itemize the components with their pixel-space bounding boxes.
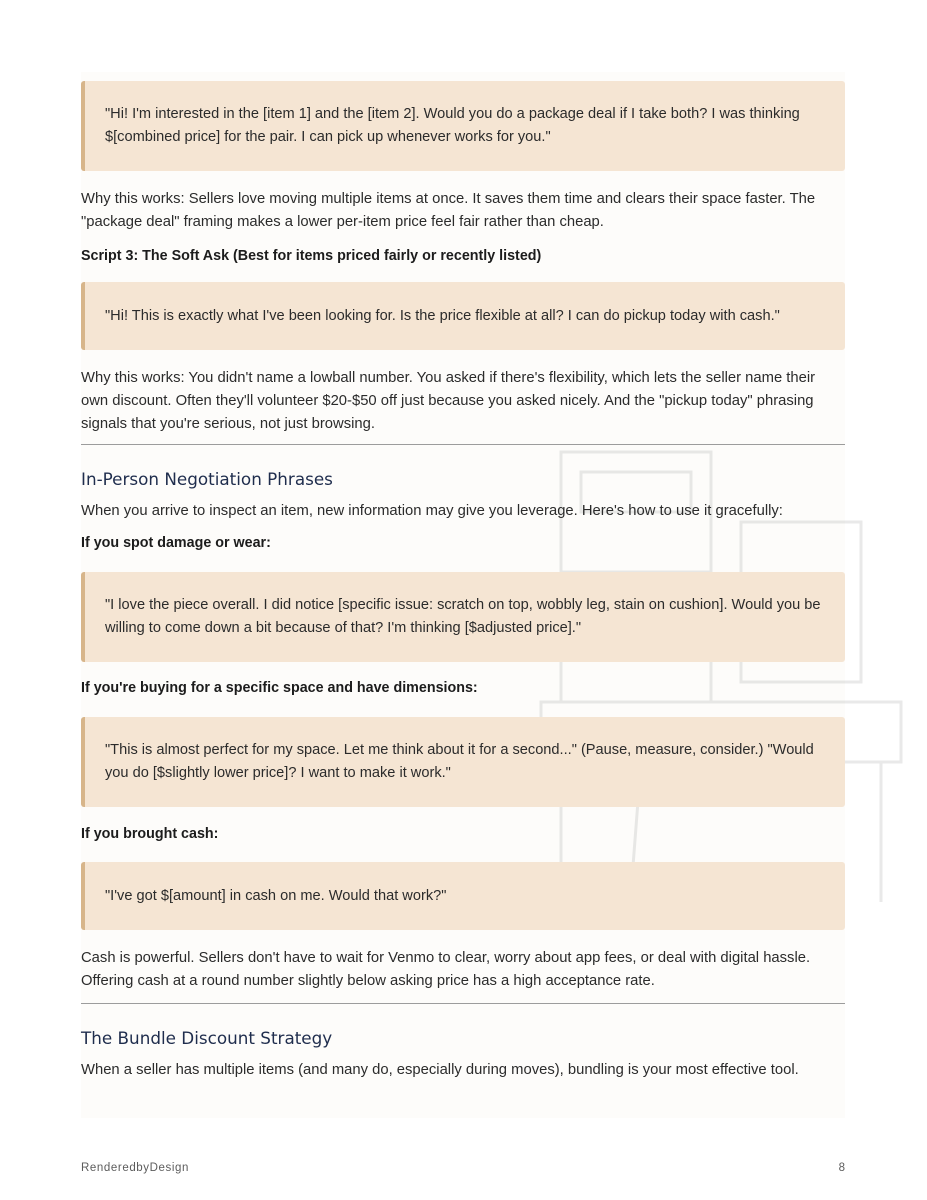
section-divider: [81, 444, 845, 445]
space-quote: [81, 717, 845, 807]
section-divider: [81, 1003, 845, 1004]
page-number: 8: [838, 1162, 845, 1174]
space-quote-text: "This is almost perfect for my space. Let me think about it for a second..." (Pause, measure, consider.) "Would you do [$slightly lower price]? I want to make it work.": [105, 742, 814, 781]
cash-lead: If you brought cash:: [81, 826, 219, 842]
in-person-heading: In-Person Negotiation Phrases: [81, 469, 333, 489]
footer-brand: RenderedbyDesign: [81, 1162, 190, 1174]
cash-note: Cash is powerful. Sellers don't have to wait for Venmo to clear, worry about app fees, or deal with digital hassle. Offering cash at a round number slightly below asking price has a high acceptance rate.: [81, 950, 811, 989]
cash-quote-text: "I've got $[amount] in cash on me. Would that work?": [105, 887, 447, 904]
package-deal-explanation: Why this works: Sellers love moving multiple items at once. It saves them time and clears their space faster. The "package deal" framing makes a lower per-item price feel fair rather than cheap.: [81, 191, 816, 230]
script-3-title: Script 3: The Soft Ask (Best for items priced fairly or recently listed): [81, 248, 542, 264]
in-person-intro: When you arrive to inspect an item, new information may give you leverage. Here's how to use it gracefully:: [81, 503, 783, 519]
soft-ask-quote-text: "Hi! This is exactly what I've been looking for. Is the price flexible at all? I can do pickup today with cash.": [105, 307, 780, 324]
page-body: [81, 81, 845, 1082]
cash-quote: [81, 862, 845, 930]
damage-quote-text: "I love the piece overall. I did notice [specific issue: scratch on top, wobbly leg, stain on cushion]. Would you be willing to come down a bit because of that? I'm thinking [$adjusted price].": [105, 597, 821, 636]
damage-quote: [81, 572, 845, 662]
space-lead: If you're buying for a specific space and have dimensions:: [81, 680, 478, 696]
bundle-heading: The Bundle Discount Strategy: [81, 1028, 333, 1048]
package-deal-quote-text: "Hi! I'm interested in the [item 1] and the [item 2]. Would you do a package deal if I take both? I was thinking $[combined price] for the pair. I can pick up whenever works for you.": [105, 106, 800, 145]
package-deal-quote: [81, 81, 845, 171]
soft-ask-explanation: Why this works: You didn't name a lowball number. You asked if there's flexibility, which lets the seller name their own discount. Often they'll volunteer $20-$50 off just because you asked nicely. And the "pickup today" phrasing signals that you're serious, not just browsing.: [81, 370, 816, 432]
bundle-intro: When a seller has multiple items (and many do, especially during moves), bundling is your most effective tool.: [81, 1062, 799, 1078]
damage-lead: If you spot damage or wear:: [81, 535, 271, 551]
soft-ask-quote: [81, 282, 845, 350]
